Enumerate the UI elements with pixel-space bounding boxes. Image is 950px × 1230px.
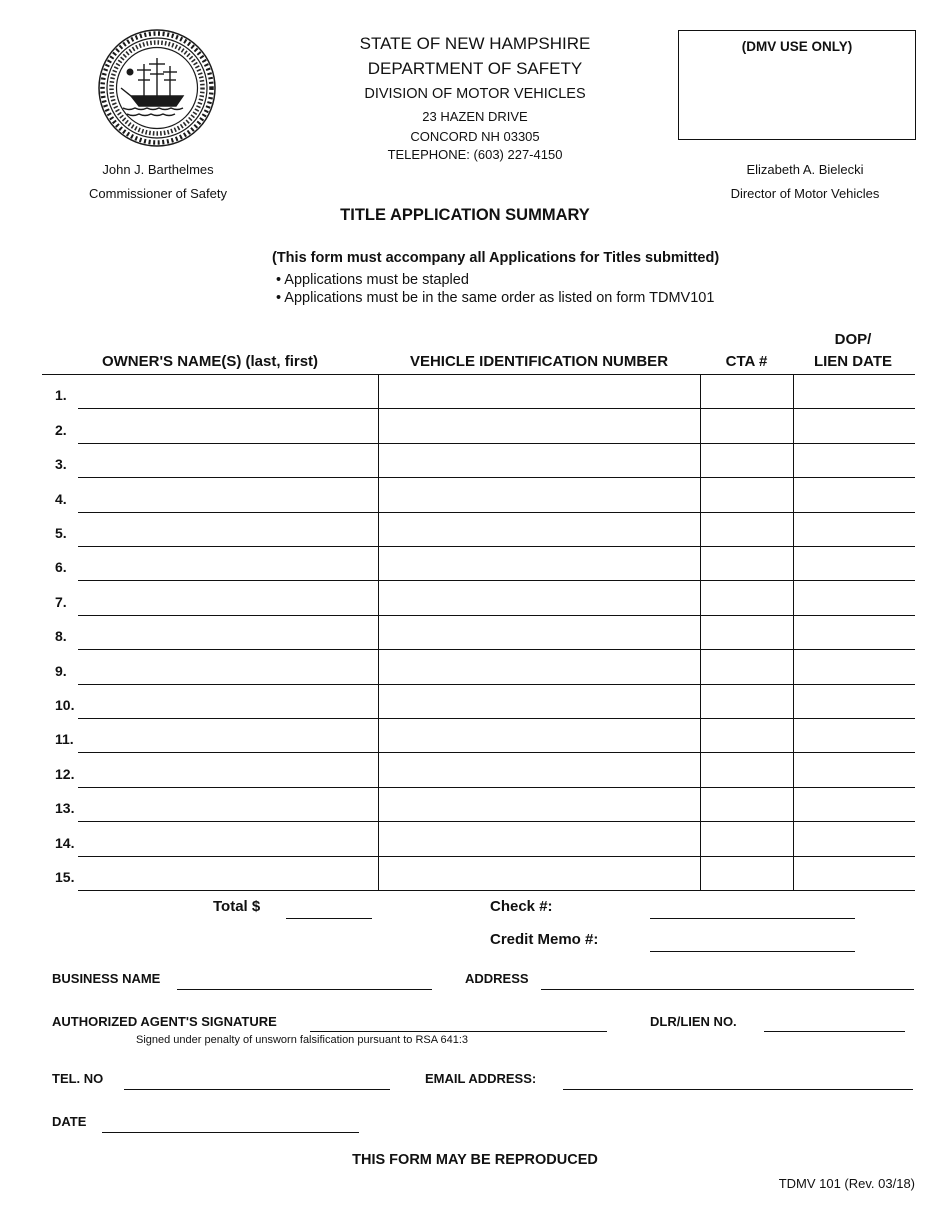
- owner-name-cell[interactable]: [78, 478, 378, 512]
- agent-signature-label: AUTHORIZED AGENT'S SIGNATURE: [52, 1014, 277, 1029]
- cta-cell[interactable]: [700, 547, 793, 581]
- agency-line-state: STATE OF NEW HAMPSHIRE: [359, 34, 591, 53]
- email-address-label: EMAIL ADDRESS:: [425, 1071, 537, 1086]
- cta-cell[interactable]: [700, 513, 793, 547]
- director-name: Elizabeth A. Bielecki: [746, 162, 864, 177]
- owner-name-cell[interactable]: [78, 616, 378, 650]
- cta-cell[interactable]: [700, 581, 793, 615]
- row-number: 2.: [55, 421, 67, 438]
- agency-line-department: DEPARTMENT OF SAFETY: [367, 58, 583, 78]
- dop-lien-date-cell[interactable]: [793, 650, 915, 684]
- row-number: 3.: [55, 456, 67, 473]
- column-header-owner-name: OWNER'S NAME(S) (last, first): [101, 353, 319, 370]
- cta-cell[interactable]: [700, 857, 793, 891]
- table-row: [42, 857, 915, 891]
- vin-cell[interactable]: [378, 719, 700, 753]
- row-number: 4.: [55, 490, 67, 507]
- dmv-use-only-label: (DMV USE ONLY): [741, 39, 853, 54]
- row-number: 5.: [55, 525, 67, 542]
- owner-name-cell[interactable]: [78, 375, 378, 409]
- cta-cell[interactable]: [700, 753, 793, 787]
- vin-cell[interactable]: [378, 513, 700, 547]
- telephone-field[interactable]: [124, 1089, 390, 1090]
- owner-name-cell[interactable]: [78, 685, 378, 719]
- agency-header: [280, 34, 670, 162]
- vin-cell[interactable]: [378, 444, 700, 478]
- row-number: 14.: [55, 834, 75, 851]
- owner-name-cell[interactable]: [78, 822, 378, 856]
- vin-cell[interactable]: [378, 857, 700, 891]
- business-name-label: BUSINESS NAME: [52, 971, 161, 986]
- vin-cell[interactable]: [378, 409, 700, 443]
- cta-cell[interactable]: [700, 444, 793, 478]
- cta-cell[interactable]: [700, 409, 793, 443]
- owner-name-cell[interactable]: [78, 719, 378, 753]
- commissioner-block: [72, 162, 244, 201]
- dop-lien-date-cell[interactable]: [793, 409, 915, 443]
- form-title: TITLE APPLICATION SUMMARY: [340, 206, 590, 224]
- credit-memo-label: Credit Memo #:: [490, 931, 599, 948]
- dop-lien-date-cell[interactable]: [793, 375, 915, 409]
- cta-cell[interactable]: [700, 719, 793, 753]
- cta-cell[interactable]: [700, 650, 793, 684]
- cta-cell[interactable]: [700, 478, 793, 512]
- table-row: [42, 409, 915, 443]
- nh-state-seal-icon: [97, 28, 217, 148]
- vin-cell[interactable]: [378, 650, 700, 684]
- email-address-field[interactable]: [563, 1089, 913, 1090]
- dlr-lien-no-field[interactable]: [764, 1031, 905, 1032]
- address-field[interactable]: [541, 989, 914, 990]
- row-number: 1.: [55, 387, 67, 404]
- commissioner-title: Commissioner of Safety: [89, 186, 227, 201]
- dop-lien-date-cell[interactable]: [793, 685, 915, 719]
- instructions-block: [272, 250, 772, 306]
- vin-cell[interactable]: [378, 547, 700, 581]
- instruction-bullet-2: • Applications must be in the same order as listed on form TDMV101: [276, 290, 715, 306]
- dop-lien-date-cell[interactable]: [793, 478, 915, 512]
- table-row: [42, 513, 915, 547]
- telephone-label: TEL. NO: [52, 1071, 104, 1086]
- signature-penalty-note: Signed under penalty of unsworn falsification pursuant to RSA 641:3: [136, 1034, 469, 1046]
- owner-name-cell[interactable]: [78, 513, 378, 547]
- business-name-field[interactable]: [177, 989, 432, 990]
- cta-cell[interactable]: [700, 822, 793, 856]
- address-label: ADDRESS: [465, 971, 529, 986]
- table-row: [42, 547, 915, 581]
- dop-lien-date-cell[interactable]: [793, 444, 915, 478]
- seal-graphic: [97, 28, 217, 148]
- dop-lien-date-cell[interactable]: [793, 513, 915, 547]
- row-number: 6.: [55, 559, 67, 576]
- row-number: 12.: [55, 765, 75, 782]
- table-row: [42, 581, 915, 615]
- agency-line-division: DIVISION OF MOTOR VEHICLES: [364, 86, 586, 103]
- reproduce-note: THIS FORM MAY BE REPRODUCED: [352, 1152, 598, 1168]
- total-amount-field[interactable]: [286, 918, 372, 919]
- owner-name-cell[interactable]: [78, 547, 378, 581]
- owner-name-cell[interactable]: [78, 409, 378, 443]
- instruction-bullet-1: • Applications must be stapled: [276, 272, 469, 288]
- table-row: [42, 788, 915, 822]
- dop-lien-date-cell[interactable]: [793, 822, 915, 856]
- owner-name-cell[interactable]: [78, 753, 378, 787]
- dop-lien-date-cell[interactable]: [793, 753, 915, 787]
- cta-cell[interactable]: [700, 616, 793, 650]
- table-row: [42, 444, 915, 478]
- row-number: 7.: [55, 593, 67, 610]
- agent-signature-field[interactable]: [310, 1031, 607, 1032]
- vin-cell[interactable]: [378, 616, 700, 650]
- vin-cell[interactable]: [378, 788, 700, 822]
- cta-cell[interactable]: [700, 788, 793, 822]
- dop-lien-date-cell[interactable]: [793, 547, 915, 581]
- check-number-label: Check #:: [490, 898, 553, 915]
- column-header-dop: DOP/: [834, 331, 872, 348]
- director-block: [712, 162, 898, 201]
- dop-lien-date-cell[interactable]: [793, 581, 915, 615]
- row-number: 10.: [55, 697, 75, 714]
- owner-name-cell[interactable]: [78, 444, 378, 478]
- owner-name-cell[interactable]: [78, 650, 378, 684]
- director-title: Director of Motor Vehicles: [730, 186, 880, 201]
- dop-lien-date-cell[interactable]: [793, 788, 915, 822]
- owner-name-cell[interactable]: [78, 788, 378, 822]
- table-row: [42, 822, 915, 856]
- column-header-vin: VEHICLE IDENTIFICATION NUMBER: [409, 353, 669, 370]
- table-row: [42, 375, 915, 409]
- total-label: Total $: [213, 898, 261, 915]
- dop-lien-date-cell[interactable]: [793, 857, 915, 891]
- dmv-use-only-box: [678, 30, 916, 140]
- row-number: 8.: [55, 628, 67, 645]
- date-label: DATE: [52, 1114, 87, 1129]
- check-number-field[interactable]: [650, 918, 855, 919]
- row-number: 15.: [55, 869, 75, 886]
- table-row: [42, 616, 915, 650]
- credit-memo-field[interactable]: [650, 951, 855, 952]
- column-header-cta: CTA #: [725, 353, 768, 370]
- form-number: TDMV 101 (Rev. 03/18): [778, 1176, 915, 1191]
- row-number: 11.: [55, 731, 74, 748]
- row-number: 13.: [55, 800, 75, 817]
- commissioner-name: John J. Barthelmes: [102, 162, 214, 177]
- vin-cell[interactable]: [378, 822, 700, 856]
- table-row: [42, 478, 915, 512]
- table-row: [42, 650, 915, 684]
- vin-cell[interactable]: [378, 753, 700, 787]
- instruction-bold: (This form must accompany all Applications for Titles submitted): [272, 250, 720, 266]
- owner-name-cell[interactable]: [78, 857, 378, 891]
- table-row: [42, 753, 915, 787]
- vin-cell[interactable]: [378, 685, 700, 719]
- agency-line-telephone: TELEPHONE: (603) 227-4150: [387, 147, 563, 163]
- cta-cell[interactable]: [700, 685, 793, 719]
- agency-line-city: CONCORD NH 03305: [410, 129, 540, 145]
- dop-lien-date-cell[interactable]: [793, 616, 915, 650]
- agency-line-street: 23 HAZEN DRIVE: [422, 109, 528, 125]
- row-number: 9.: [55, 662, 67, 679]
- date-field[interactable]: [102, 1132, 359, 1133]
- vin-cell[interactable]: [378, 581, 700, 615]
- dlr-lien-no-label: DLR/LIEN NO.: [650, 1014, 737, 1029]
- table-row: [42, 719, 915, 753]
- owner-name-cell[interactable]: [78, 581, 378, 615]
- column-header-lien-date: LIEN DATE: [813, 353, 893, 370]
- vin-cell[interactable]: [378, 375, 700, 409]
- vin-cell[interactable]: [378, 478, 700, 512]
- table-row: [42, 685, 915, 719]
- cta-cell[interactable]: [700, 375, 793, 409]
- dop-lien-date-cell[interactable]: [793, 719, 915, 753]
- applications-table: [42, 374, 915, 891]
